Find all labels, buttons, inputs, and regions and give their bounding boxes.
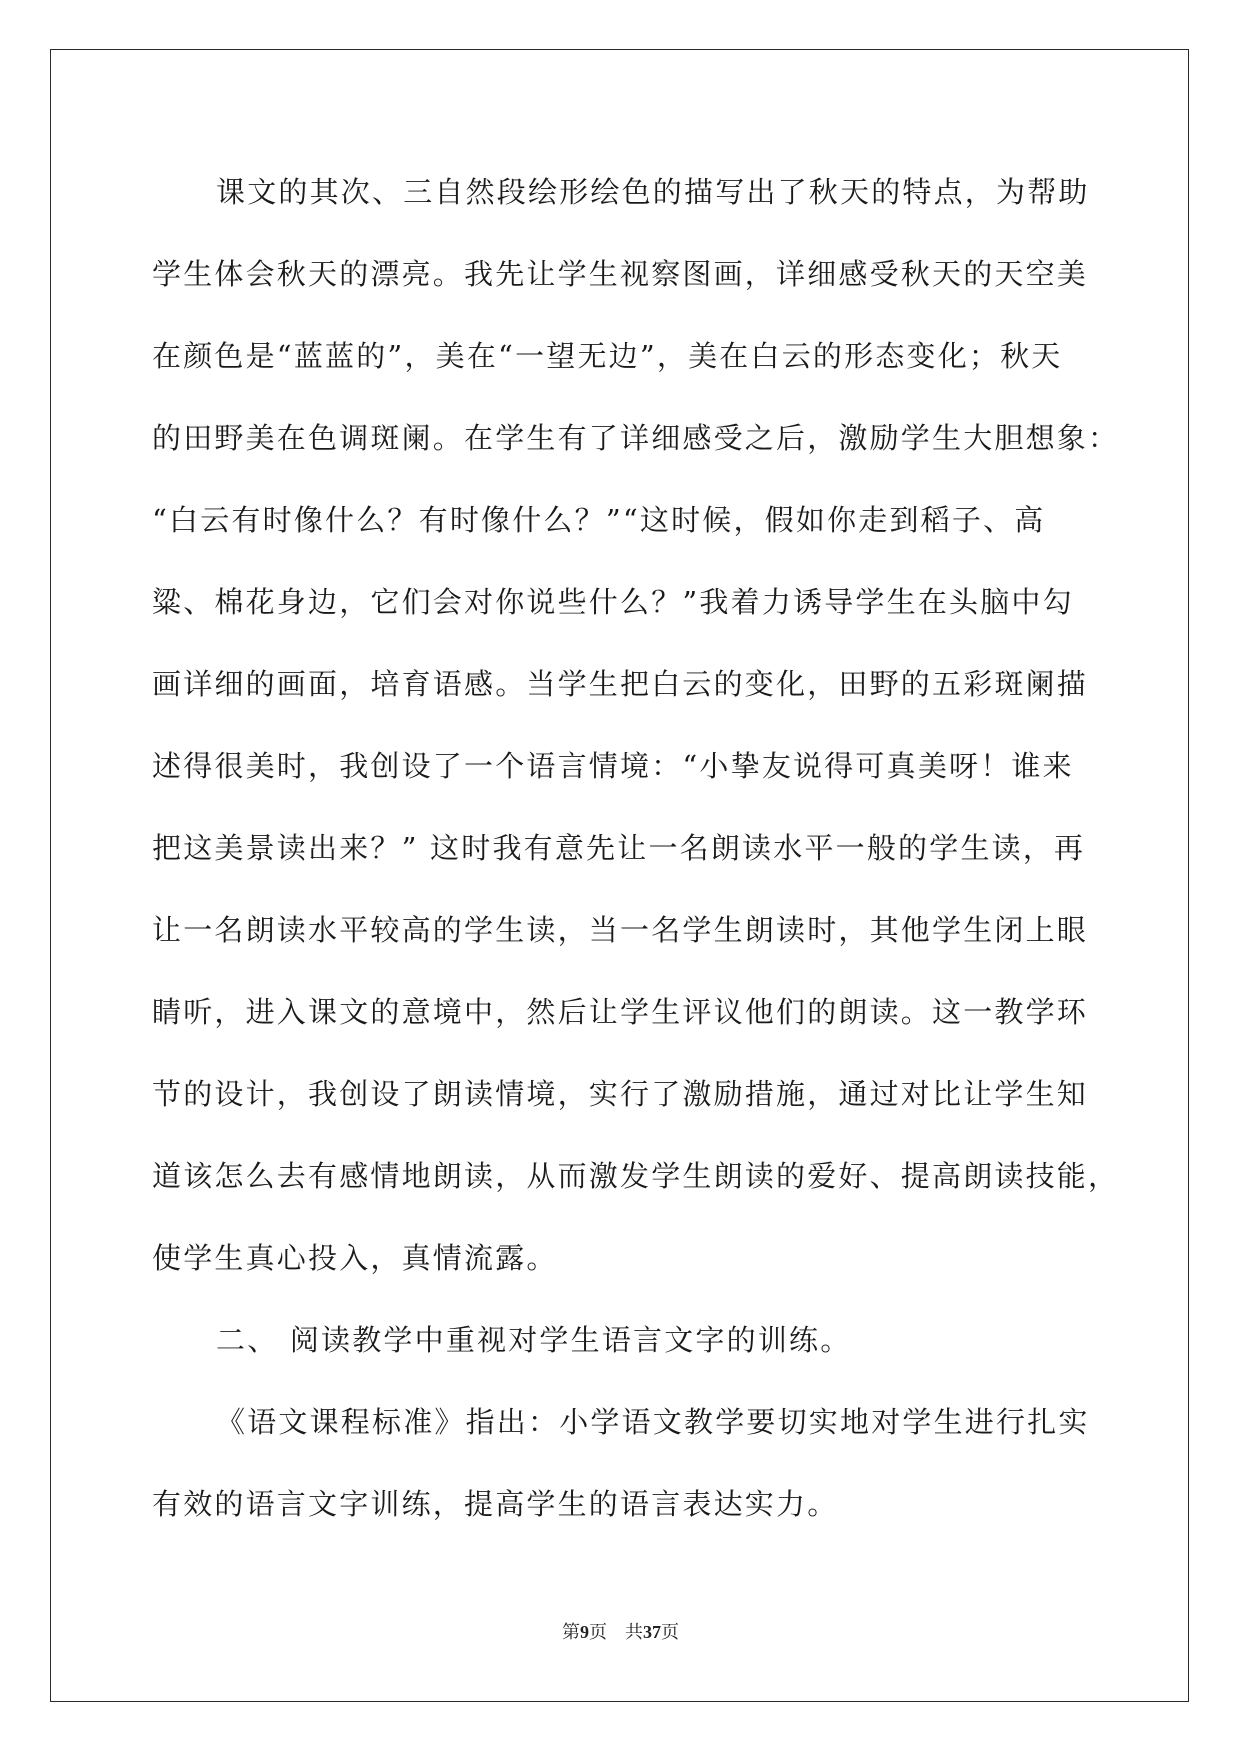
paragraph-line: 述得很美时，我创设了一个语言情境：“小挚友说得可真美呀！谁来 [152, 749, 1074, 783]
paragraph-line: 学生体会秋天的漂亮。我先让学生视察图画，详细感受秋天的天空美 [152, 257, 1089, 291]
paragraph-line: 道该怎么去有感情地朗读，从而激发学生朗读的爱好、提高朗读技能， [152, 1159, 1120, 1193]
paragraph-line: 节的设计，我创设了朗读情境，实行了激励措施，通过对比让学生知 [152, 1077, 1089, 1111]
total-pages: 37 [643, 1622, 661, 1642]
section-heading: 二、 阅读教学中重视对学生语言文字的训练。 [216, 1323, 852, 1357]
paragraph-line: 课文的其次、三自然段绘形绘色的描写出了秋天的特点，为帮助 [216, 175, 1090, 209]
page-footer [0, 1618, 1241, 1644]
paragraph-line: 让一名朗读水平较高的学生读，当一名学生朗读时，其他学生闭上眼 [152, 913, 1089, 947]
paragraph-line: 有效的语言文字训练，提高学生的语言表达实力。 [152, 1487, 839, 1521]
paragraph-line: 粱、棉花身边，它们会对你说些什么？”我着力诱导学生在头脑中勾 [152, 585, 1074, 619]
paragraph-line: 把这美景读出来？” 这时我有意先让一名朗读水平一般的学生读，再 [152, 831, 1086, 865]
paragraph-line: 的田野美在色调斑阑。在学生有了详细感受之后，激励学生大胆想象： [152, 421, 1120, 455]
paragraph-line: 《语文课程标准》指出：小学语文教学要切实地对学生进行扎实 [216, 1405, 1090, 1439]
document-body [152, 162, 1120, 1556]
paragraph-line: 画详细的画面，培育语感。当学生把白云的变化，田野的五彩斑阑描 [152, 667, 1089, 701]
page-number: 9 [580, 1622, 589, 1642]
paragraph-line: 使学生真心投入，真情流露。 [152, 1241, 558, 1275]
paragraph-line: 睛听，进入课文的意境中，然后让学生评议他们的朗读。这一教学环 [152, 995, 1089, 1029]
paragraph-line: 在颜色是“蓝蓝的”，美在“一望无边”，美在白云的形态变化；秋天 [152, 339, 1063, 373]
paragraph-line: “白云有时像什么？有时像什么？”“这时候，假如你走到稻子、高 [152, 503, 1046, 537]
page-prefix: 第 [562, 1622, 580, 1643]
total-suffix: 页 [661, 1622, 679, 1643]
page-suffix: 页 [589, 1622, 607, 1643]
total-prefix: 共 [625, 1622, 643, 1643]
